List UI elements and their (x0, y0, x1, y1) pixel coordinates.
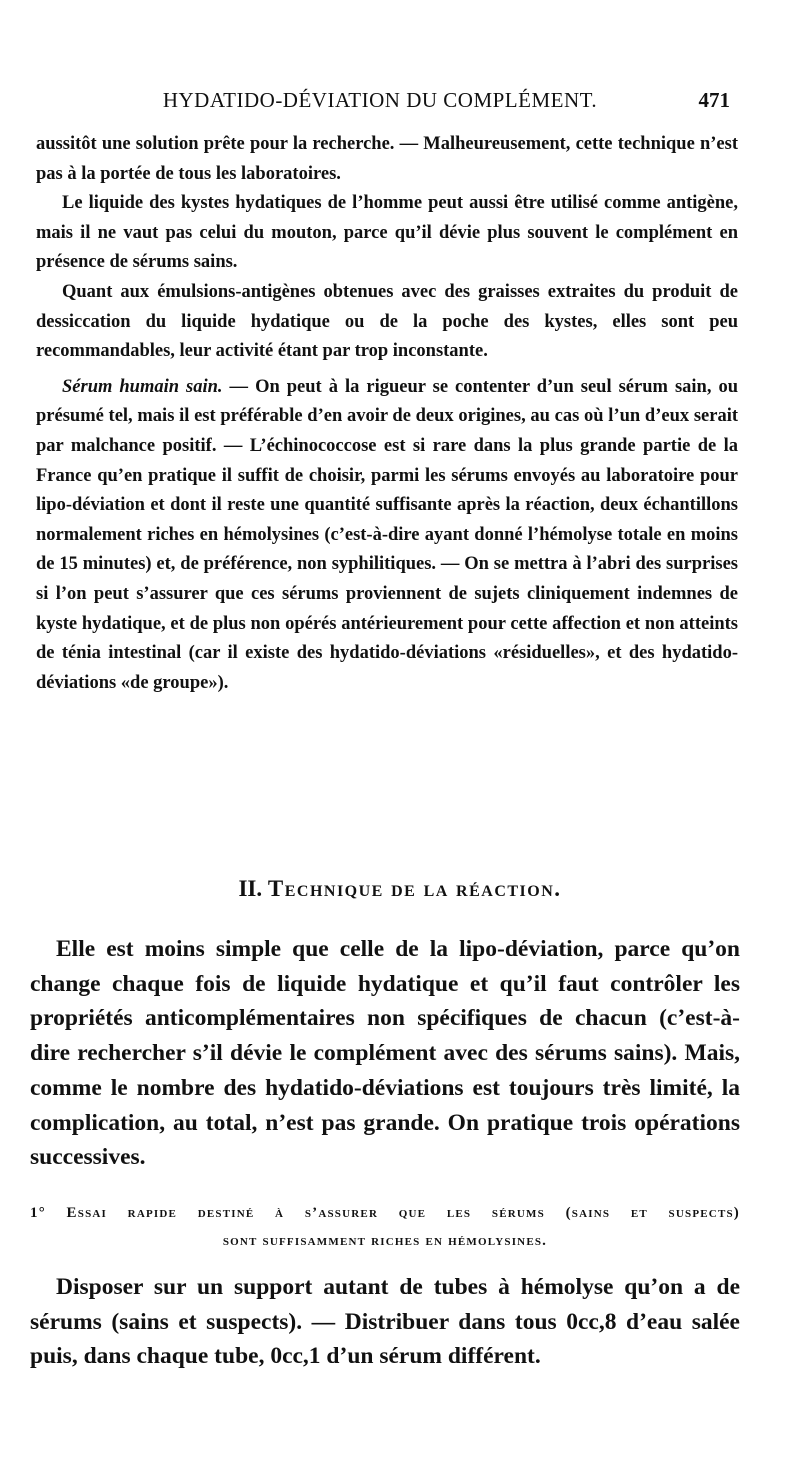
paragraph-healthy-serum-text: — On peut à la rigueur se contenter d’un seul sérum sain, ou présumé tel, mais il est préférable d’en avoir de deux origines, au cas où l’un d’eux serait par malchance positif. — L’échinococcose est si rare dans la plus grande partie de la France qu’en pratique il suffit de choisir, parmi les sérums envoyés au laboratoire pour lipo-déviation et dont il reste une quantité suffisante après la réaction, deux échantillons normalement riches en hémolysines (c’est-à-dire ayant donné l’hémolyse totale en moins de 15 minutes) et, de préférence, non syphilitiques. — On se mettra à l’abri des surprises si l’on peut s’assurer que ces sérums proviennent de sujets cliniquement indemnes de kyste hydatique, et de plus non opérés antérieurement pour cette affection et non atteints de ténia intestinal (car il existe des hydatido-déviations «résiduelles», et des hydatido-déviations «de groupe»). (36, 376, 738, 693)
running-head (0, 88, 800, 116)
final-text-block (30, 1270, 740, 1374)
running-title: HYDATIDO-DÉVIATION DU COMPLÉMENT. (162, 88, 598, 112)
section-body (30, 932, 740, 1175)
paragraph-human-cyst-liquid: Le liquide des kystes hydatiques de l’homme peut aussi être utilisé comme antigène, mais il ne vaut pas celui du mouton, parce qu’il dévie plus souvent le complément en présence de sérums sains. (36, 193, 738, 273)
page-number: 471 (698, 88, 730, 112)
paragraph-emulsions: Quant aux émulsions-antigènes obtenues avec des graisses extraites du produit de dessiccation du liquide hydatique ou de la poche des kystes, elles sont peu recommandables, leur activité étant par trop inconstante. (36, 281, 738, 362)
section-number: II. (238, 876, 263, 901)
paragraph-section-intro: Elle est moins simple que celle de la lipo-déviation, parce qu’on change chaque fois de liquide hydatique et qu’il faut contrôler les propriétés anticomplémentaires non spécifiques de chacun (c’est-à-dire rechercher s’il dévie le complément avec des sérums sains). Mais, comme le nombre des hydatido-déviations est toujours très limité, la complication, au total, n’est pas grande. On pratique trois opérations successives. (30, 936, 740, 1171)
paragraph-continuation: aussitôt une solution prête pour la recherche. — Malheureusement, cette technique n’est pas à la portée de tous les laboratoires. (36, 134, 738, 184)
paragraph-healthy-serum (36, 373, 738, 699)
subsection-heading (30, 1199, 740, 1255)
paragraph-procedure: Disposer sur un support autant de tubes à hémolyse qu’on a de sérums (sains et suspects). — Distribuer dans tous 0cc,8 d’eau salée puis, dans chaque tube, 0cc,1 d’un sérum différent. (30, 1274, 740, 1370)
subsection-heading-line-1: 1° Essai rapide destiné à s’assurer que les sérums (sains et suspects) (30, 1205, 740, 1221)
section-heading (0, 876, 800, 902)
upper-text-block (36, 130, 738, 698)
subsection-heading-line-2: sont suffisamment riches en hémolysines. (222, 1233, 548, 1249)
section-title: Technique de la réaction. (267, 876, 562, 901)
paragraph-lead-italic: Sérum humain sain. (62, 376, 223, 397)
